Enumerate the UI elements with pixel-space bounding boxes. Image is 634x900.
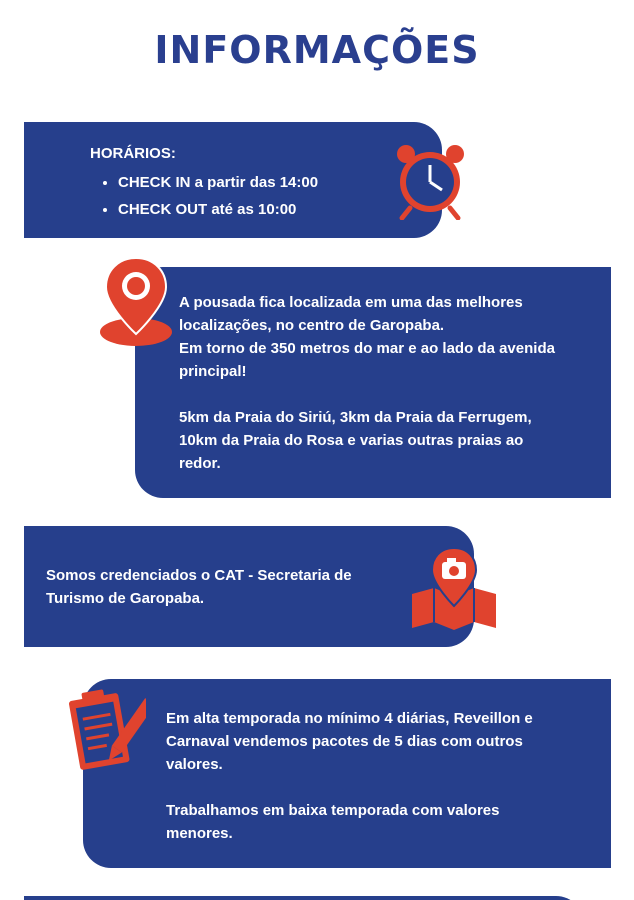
season-line: Em alta temporada no mínimo 4 diárias, Reveillon e: [166, 710, 533, 727]
clipboard-pencil-icon: [64, 684, 146, 776]
beaches-line: 10km da Praia do Rosa e varias outras praias ao: [179, 432, 524, 449]
season-line: Carnaval vendemos pacotes de 5 dias com outros: [166, 733, 523, 750]
beaches-line: redor.: [179, 455, 221, 472]
beaches-line: 5km da Praia do Siriú, 3km da Praia da Ferrugem,: [179, 409, 532, 426]
location-line: A pousada fica localizada em uma das melhores: [179, 294, 523, 311]
tourism-line: Turismo de Garopaba.: [46, 590, 205, 607]
location-card: [135, 267, 611, 498]
low-season-line: menores.: [166, 825, 233, 842]
location-line: localizações, no centro de Garopaba.: [179, 317, 445, 334]
schedule-list: [90, 169, 318, 223]
checkin-item: • CHECK IN a partir das 14:00: [118, 169, 318, 196]
alarm-clock-icon: [392, 138, 470, 220]
next-card: [24, 896, 584, 900]
low-season-line: Trabalhamos em baixa temporada com valores: [166, 802, 500, 819]
checkout-item: • CHECK OUT até as 10:00: [118, 196, 318, 223]
location-line: Em torno de 350 metros do mar e ao lado da avenida: [179, 340, 555, 357]
page-title: INFORMAÇÕES: [154, 28, 480, 72]
season-card: [83, 679, 611, 868]
schedule-card: [24, 122, 442, 238]
map-pin-icon: [98, 254, 180, 350]
tourism-card: [24, 526, 474, 647]
location-line: principal!: [179, 363, 247, 380]
map-camera-icon: [408, 546, 498, 630]
schedule-heading: HORÁRIOS:: [90, 145, 176, 162]
season-line: valores.: [166, 756, 223, 773]
tourism-line: Somos credenciados o CAT - Secretaria de: [46, 567, 352, 584]
